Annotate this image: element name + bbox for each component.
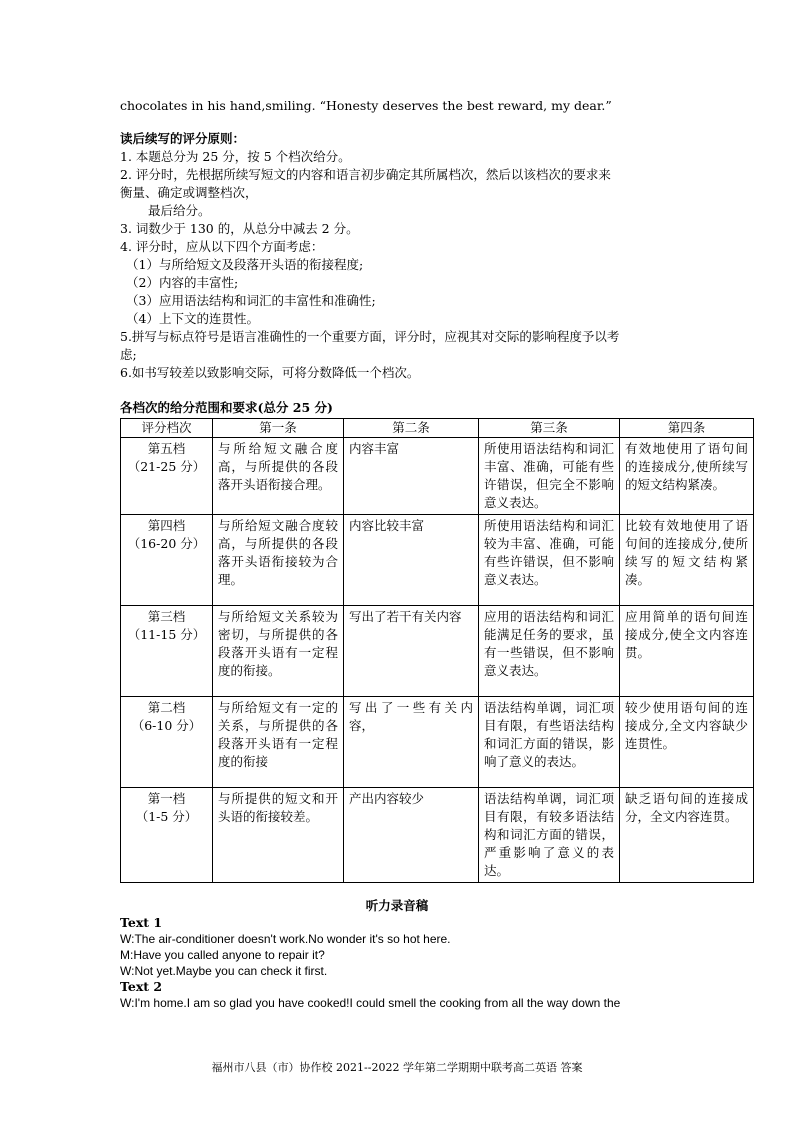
criterion-3-cell: 语法结构单调，词汇项目有限，有些语法结构和词汇方面的错误，影响了意义的表达。 [479,697,620,788]
transcript-line: M:Have you called anyone to repair it? [120,948,325,962]
level-cell [121,606,213,697]
criterion-3-cell: 所使用语法结构和词汇较为丰富、准确，可能有些许错误，但不影响意义表达。 [479,515,620,606]
score-range: （16-20 分） [127,536,206,551]
criterion-3-cell: 所使用语法结构和词汇丰富、准确，可能有些许错误，但完全不影响意义表达。 [479,438,620,515]
table-header-row [121,419,754,438]
level-name: 第一档 [147,791,186,806]
level-cell [121,515,213,606]
page-footer: 福州市八县（市）协作校 2021--2022 学年第二学期期中联考高二英语 答案 [211,1061,583,1074]
criterion-2-cell: 产出内容较少 [344,788,479,883]
rule-item: 6.如书写较差以致影响交际，可将分数降低一个档次。 [120,365,420,380]
rule-item: 3. 词数少于 130 的，从总分中减去 2 分。 [120,221,359,236]
level-cell [121,788,213,883]
text-2-label: Text 2 [120,979,163,994]
level-name: 第五档 [147,441,186,456]
criterion-3-cell: 语法结构单调，词汇项目有限，有较多语法结构和词汇方面的错误，严重影响了意义的表达。 [479,788,620,883]
table-row [121,438,754,515]
table-row [121,697,754,788]
header-criterion-1: 第一条 [213,419,344,438]
criterion-1-cell: 与所提供的短文和开头语的衔接较差。 [213,788,344,883]
rule-subitem: （1）与所给短文及段落开头语的衔接程度; [126,257,364,272]
criterion-4-cell: 应用简单的语句间连接成分,使全文内容连贯。 [620,606,754,697]
transcript-title: 听力录音稿 [365,898,429,913]
text-1-label: Text 1 [120,915,163,930]
criterion-3-cell: 应用的语法结构和词汇能满足任务的要求，虽有一些错误，但不影响意义表达。 [479,606,620,697]
level-name: 第三档 [147,609,186,624]
level-cell [121,697,213,788]
criterion-2-cell: 写出了一些有关内容， [344,697,479,788]
rule-item: 4. 评分时，应从以下四个方面考虑： [120,239,324,254]
criterion-4-cell: 比较有效地使用了语句间的连接成分,使所续写的短文结构紧凑。 [620,515,754,606]
criterion-1-cell: 与所给短文融合度较高，与所提供的各段落开头语衔接较为合理。 [213,515,344,606]
rule-subitem: （2）内容的丰富性; [126,275,239,290]
level-name: 第四档 [147,518,186,533]
rule-subitem: （4）上下文的连贯性。 [126,311,259,326]
criterion-4-cell: 较少使用语句间的连接成分,全文内容缺少连贯性。 [620,697,754,788]
rules-heading: 读后续写的评分原则： [120,131,246,146]
header-level: 评分档次 [121,419,213,438]
header-criterion-2: 第二条 [344,419,479,438]
score-range: （1-5 分） [135,809,198,824]
table-title: 各档次的给分范围和要求(总分 25 分) [120,400,333,415]
header-criterion-4: 第四条 [620,419,754,438]
header-criterion-3: 第三条 [479,419,620,438]
transcript-line: W:I'm home.I am so glad you have cooked!I could smell the cooking from all the way down the [120,996,621,1010]
table-row [121,606,754,697]
rule-item: 衡量、确定或调整档次， [120,185,258,200]
transcript-line: W:Not yet.Maybe you can check it first. [120,964,328,978]
criterion-2-cell: 内容比较丰富 [344,515,479,606]
table-row [121,515,754,606]
score-range: （11-15 分） [127,627,206,642]
rule-item: 2. 评分时，先根据所续写短文的内容和语言初步确定其所属档次，然后以该档次的要求来 [120,167,611,182]
rule-item: 虑; [120,347,137,362]
criterion-2-cell: 内容丰富 [344,438,479,515]
criterion-1-cell: 与所给短文有一定的关系，与所提供的各段落开头语有一定程度的衔接 [213,697,344,788]
criterion-2-cell: 写出了若干有关内容 [344,606,479,697]
table-row [121,788,754,883]
criterion-1-cell: 与所给短文融合度高，与所提供的各段落开头语衔接合理。 [213,438,344,515]
rule-item: 1. 本题总分为 25 分，按 5 个档次给分。 [120,149,351,164]
criterion-4-cell: 有效地使用了语句间的连接成分,使所续写的短文结构紧凑。 [620,438,754,515]
grading-table [120,418,754,883]
rule-item: 5.拼写与标点符号是语言准确性的一个重要方面，评分时，应视其对交际的影响程度予以考 [120,329,620,344]
level-cell [121,438,213,515]
story-ending-line: chocolates in his hand,smiling. “Honesty deserves the best reward, my dear.” [120,98,612,113]
score-range: （21-25 分） [127,459,206,474]
criterion-1-cell: 与所给短文关系较为密切，与所提供的各段落开头语有一定程度的衔接。 [213,606,344,697]
score-range: （6-10 分） [131,718,202,733]
transcript-line: W:The air-conditioner doesn't work.No wonder it's so hot here. [120,932,451,946]
rule-subitem: （3）应用语法结构和词汇的丰富性和准确性; [126,293,376,308]
level-name: 第二档 [147,700,186,715]
rule-item: 最后给分。 [148,203,211,218]
criterion-4-cell: 缺乏语句间的连接成分，全文内容连贯。 [620,788,754,883]
